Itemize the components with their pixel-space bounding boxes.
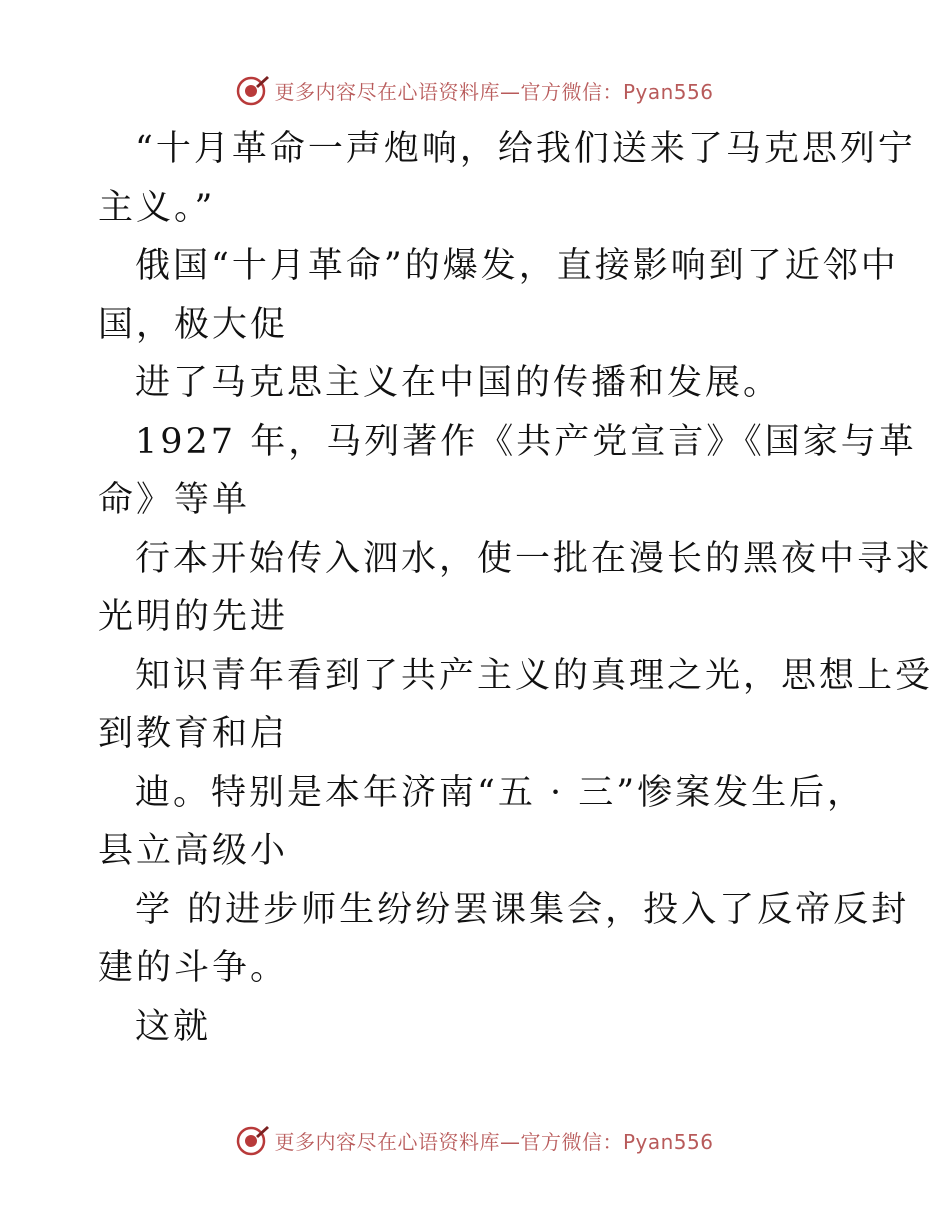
text-line: 这就 [135, 1006, 212, 1047]
pen-logo-icon [236, 1123, 270, 1157]
text-line: 光明的先进 [98, 597, 289, 637]
text-line: 进了马克思主义在中国的传播和发展。 [135, 363, 782, 403]
text-line: 学 的进步师生纷纷罢课集会，投入了反帝反封 [135, 889, 910, 930]
text-line: 知识青年看到了共产主义的真理之光，思想上受 [135, 655, 934, 696]
header-banner [0, 70, 950, 110]
text-line: 县立高级小 [98, 831, 289, 871]
text-line: 到教育和启 [98, 714, 289, 754]
footer-banner-text: 更多内容尽在心语资料库—官方微信：Pyan556 [274, 1129, 714, 1154]
document-body [98, 120, 934, 1056]
text-line: 1927 年，马列著作《共产党宣言》《国家与革 [135, 421, 917, 462]
text-line: 行本开始传入泗水，使一批在漫长的黑夜中寻求 [135, 538, 934, 579]
header-banner-text: 更多内容尽在心语资料库—官方微信：Pyan556 [274, 79, 714, 104]
text-line: “十月革命一声炮响，给我们送来了马克思列宁 [135, 129, 916, 169]
text-line: 迪。特别是本年济南“五 · 三”惨案发生后， [135, 772, 866, 813]
text-line: 国，极大促 [98, 304, 289, 345]
pen-logo-icon [236, 73, 270, 107]
text-line: 主义。” [98, 187, 216, 228]
text-line: 命》等单 [98, 480, 251, 520]
footer-banner [0, 1120, 950, 1160]
text-line: 建的斗争。 [98, 948, 289, 988]
text-line: 俄国“十月革命”的爆发，直接影响到了近邻中 [135, 246, 899, 286]
